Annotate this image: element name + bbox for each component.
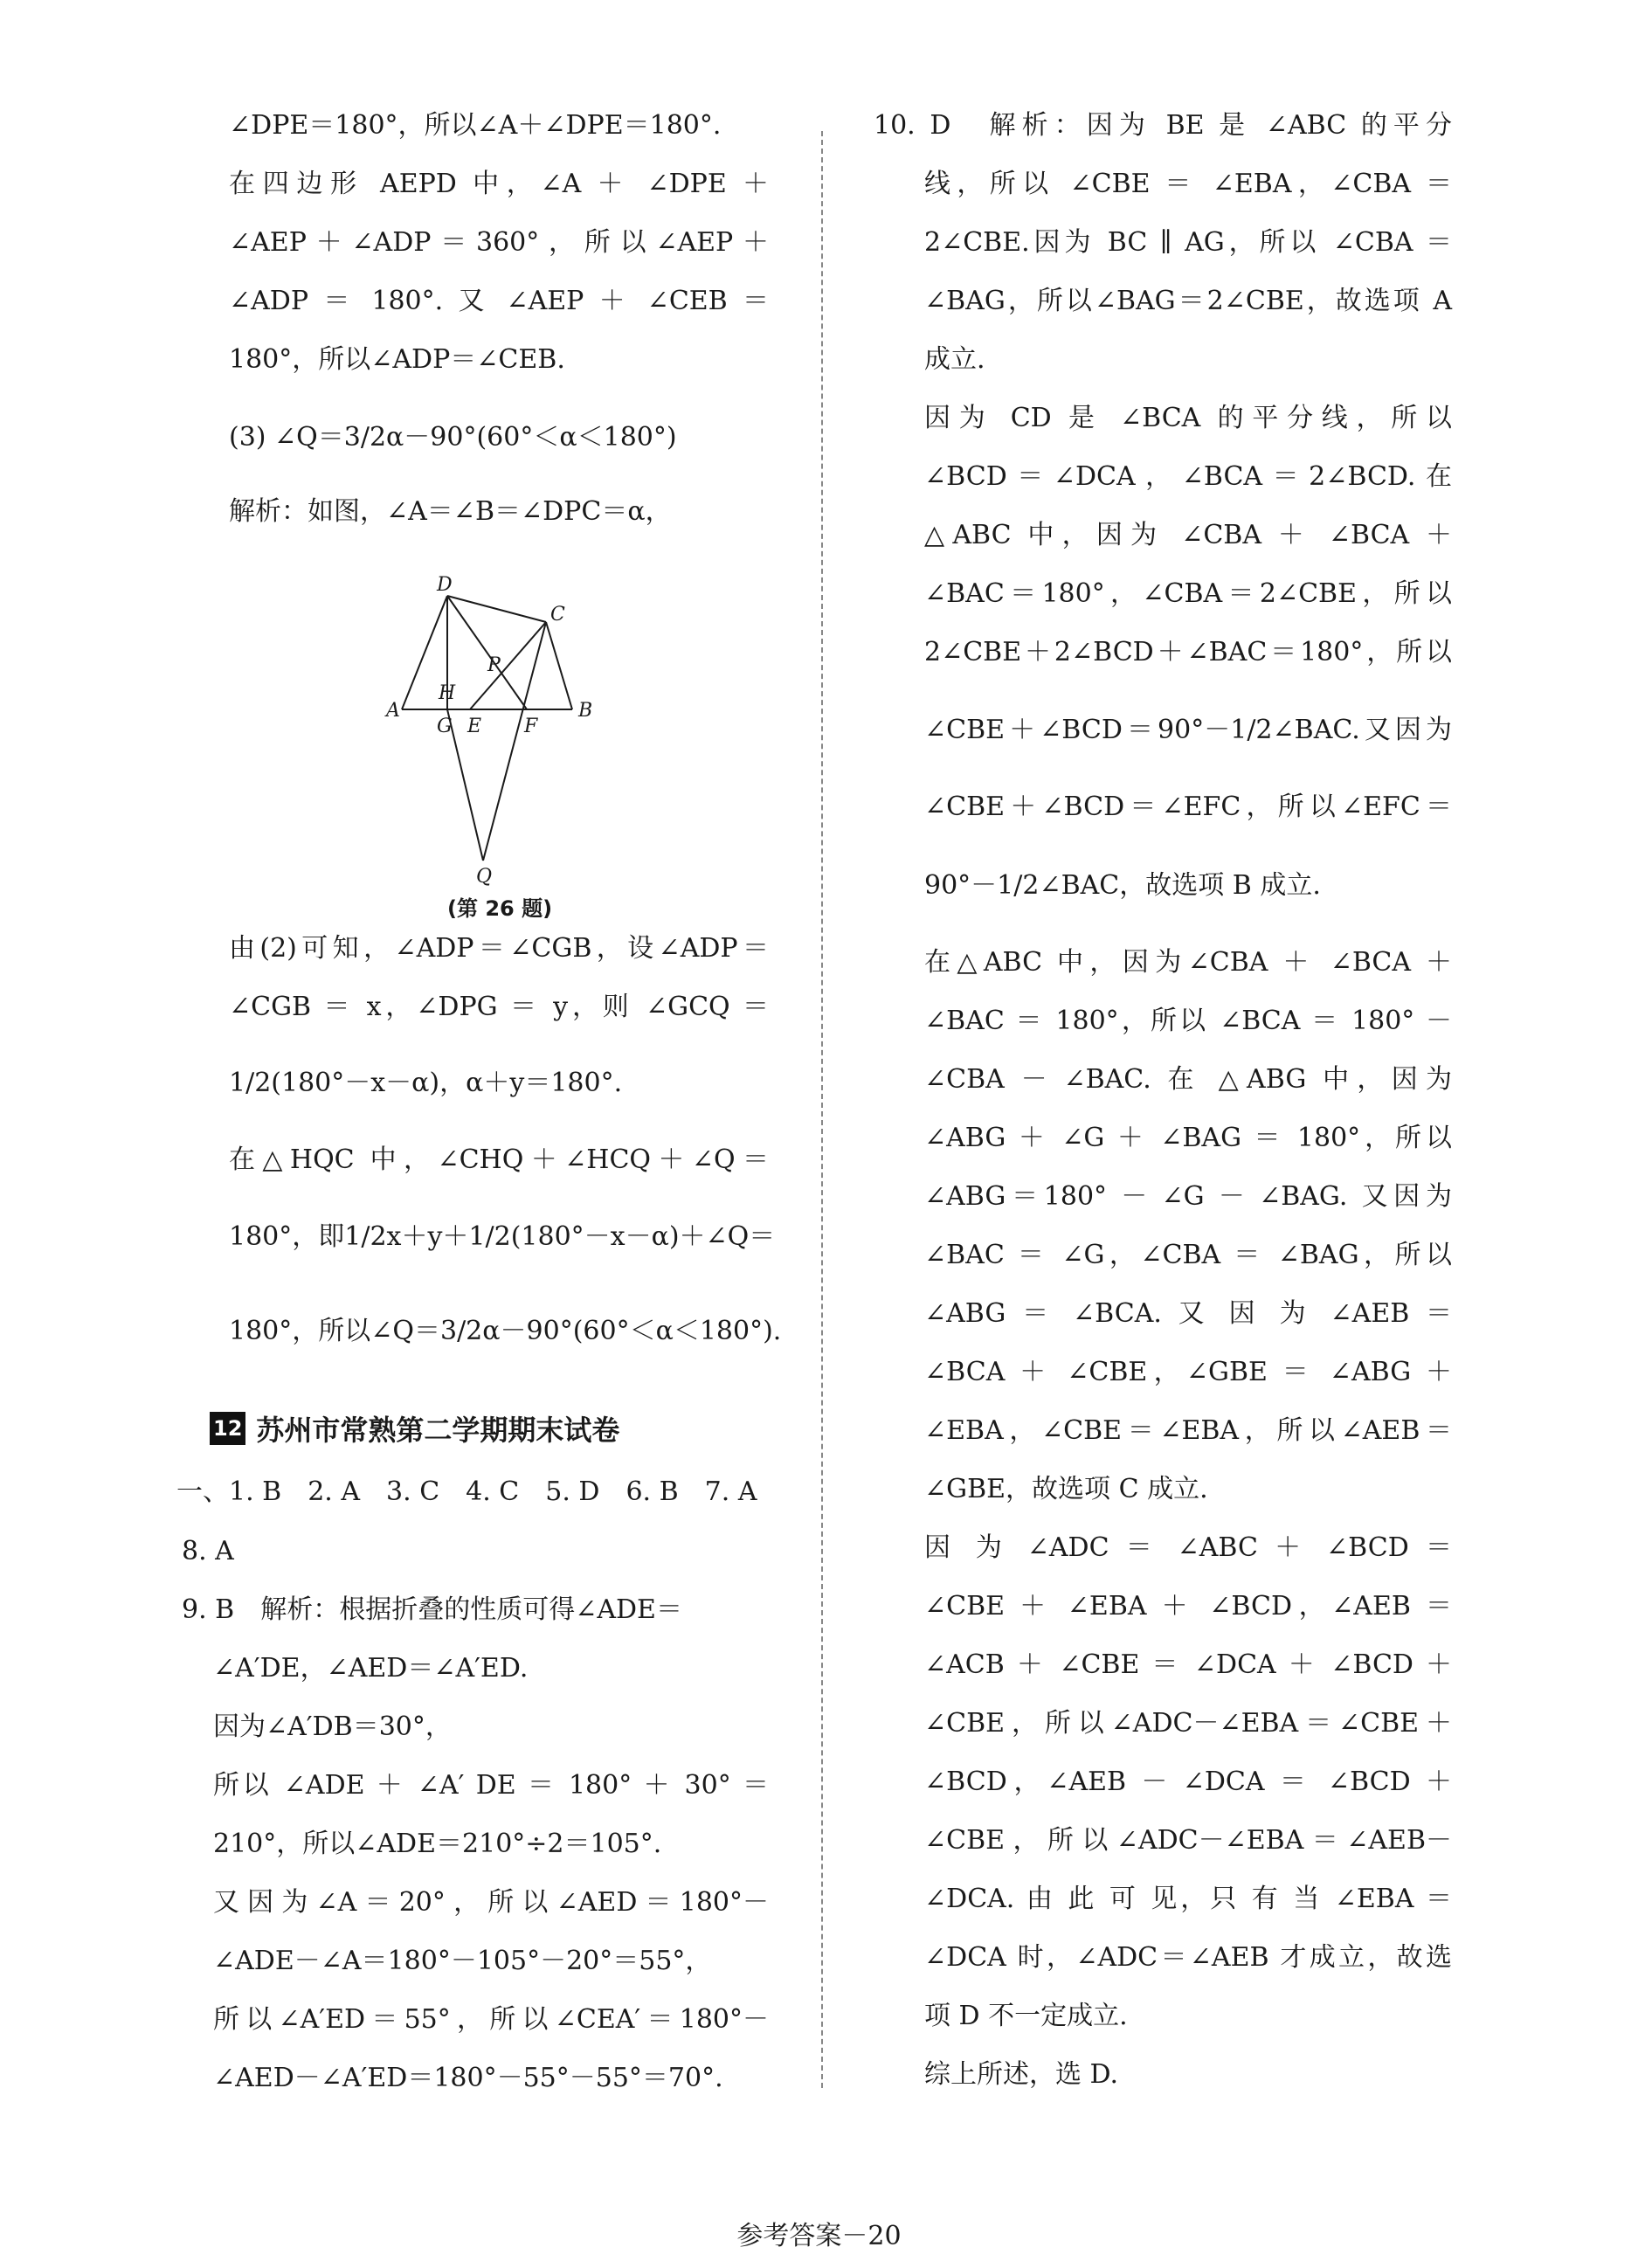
section-number-badge: 12 (210, 1412, 245, 1445)
geometry-figure-26 (384, 568, 603, 891)
text-line: 又因为∠A＝20°，所以∠AED＝180°－ (213, 1887, 769, 1918)
text-line: ∠GBE，故选项 C 成立. (924, 1474, 1208, 1504)
text-line: ∠A′DE，∠AED＝∠A′ED. (213, 1653, 529, 1684)
label-P: P (487, 654, 501, 676)
text-line: 180°，即1/2x＋y＋1/2(180°－x－α)＋∠Q＝ (229, 1221, 776, 1252)
column-divider (821, 131, 823, 2088)
label-C: C (550, 604, 565, 626)
text-line: 1/2(180°－x－α)，α＋y＝180°. (229, 1068, 623, 1098)
text-line: 8. A (182, 1536, 234, 1566)
text-line: 线，所以 ∠CBE ＝ ∠EBA，∠CBA ＝ (924, 169, 1452, 199)
text-line: ∠BAC ＝ ∠G，∠CBA ＝ ∠BAG，所以 (924, 1240, 1452, 1270)
label-H: H (439, 682, 456, 704)
text-line: ∠CBE ＋ ∠EBA ＋ ∠BCD，∠AEB ＝ (924, 1591, 1452, 1621)
text-line: ∠BCA ＋ ∠CBE，∠GBE ＝ ∠ABG ＋ (924, 1357, 1452, 1387)
label-D: D (437, 574, 453, 596)
text-line: ∠CBE＋∠BCD＝90°－1/2∠BAC.又因为 (924, 715, 1452, 745)
text-line: 在△ABC 中，因为∠CBA ＋ ∠BCA ＋ (924, 947, 1452, 978)
text-line: ∠ADE－∠A＝180°－105°－20°＝55°， (213, 1946, 712, 1976)
text-line: 由(2)可知，∠ADP＝∠CGB，设∠ADP＝ (229, 933, 769, 964)
text-line: 综上所述，选 D. (924, 2059, 1119, 2090)
text-line: 所以 ∠ADE ＋ ∠A′ DE ＝ 180° ＋ 30° ＝ (213, 1770, 769, 1801)
text-line: 在△HQC 中，∠CHQ＋∠HCQ＋∠Q＝ (229, 1144, 769, 1175)
text-line: 180°，所以∠Q＝3/2α－90°(60°＜α＜180°). (229, 1316, 782, 1346)
text-line: 2∠CBE＋2∠BCD＋∠BAC＝180°，所以 (924, 637, 1452, 667)
text-line: 因为∠A′DB＝30°， (213, 1711, 452, 1742)
text-line: 9. B 解析：根据折叠的性质可得∠ADE＝ (182, 1594, 682, 1625)
figure-caption: (第 26 题) (447, 896, 553, 921)
text-line: 因为 CD 是 ∠BCA 的平分线，所以 (924, 403, 1452, 433)
text-line: 解析：如图，∠A＝∠B＝∠DPC＝α， (229, 496, 672, 527)
text-line: ∠CBE＋∠BCD＝∠EFC，所以∠EFC＝ (924, 792, 1452, 822)
label-B: B (578, 700, 593, 722)
label-A: A (386, 700, 400, 722)
text-line: ∠BCD＝∠DCA，∠BCA＝2∠BCD.在 (924, 461, 1452, 492)
text-line: ∠AED－∠A′ED＝180°－55°－55°＝70°. (213, 2063, 723, 2093)
text-line: 2∠CBE.因为 BC ∥ AG，所以 ∠CBA ＝ (924, 227, 1452, 258)
text-line: ∠CBE，所以∠ADC－∠EBA＝∠CBE＋ (924, 1708, 1452, 1739)
text-line: 成立. (924, 344, 985, 375)
text-line: ∠ABG＝180° － ∠G － ∠BAG. 又因为 (924, 1181, 1452, 1212)
text-line: ∠BAC ＝ 180°，所以 ∠BCA ＝ 180° － (924, 1006, 1452, 1036)
text-line: △ABC 中，因为 ∠CBA ＋ ∠BCA ＋ (924, 520, 1452, 550)
text-line: ∠CGB ＝ x，∠DPG ＝ y，则 ∠GCQ ＝ (229, 992, 769, 1022)
text-line: (3) ∠Q＝3/2α－90°(60°＜α＜180°) (229, 422, 677, 453)
section-title: 苏州市常熟第二学期期末试卷 (256, 1414, 620, 1447)
label-Q: Q (476, 866, 493, 888)
text-line: 一、1. B 2. A 3. C 4. C 5. D 6. B 7. A (176, 1476, 757, 1507)
text-line: ∠AEP＋∠ADP＝360°，所以∠AEP＋ (229, 227, 769, 258)
label-G: G (437, 716, 453, 737)
label-F: F (524, 716, 538, 737)
text-line: ∠ACB ＋ ∠CBE ＝ ∠DCA ＋ ∠BCD ＋ (924, 1649, 1452, 1680)
text-line: ∠ABG ＋ ∠G ＋ ∠BAG ＝ 180°，所以 (924, 1123, 1452, 1153)
text-line: ∠CBA － ∠BAC. 在 △ABG 中，因为 (924, 1064, 1452, 1095)
text-line: ∠BAC＝180°，∠CBA＝2∠CBE，所以 (924, 578, 1452, 609)
text-line: ∠DPE＝180°，所以∠A＋∠DPE＝180°. (229, 110, 722, 141)
text-line: 因 为 ∠ADC ＝ ∠ABC ＋ ∠BCD ＝ (924, 1532, 1452, 1563)
text-line: ∠BCD，∠AEB － ∠DCA ＝ ∠BCD ＋ (924, 1767, 1452, 1797)
text-line: ∠ABG ＝ ∠BCA. 又 因 为 ∠AEB ＝ (924, 1298, 1452, 1329)
section-heading (210, 1408, 619, 1449)
text-line: 210°，所以∠ADE＝210°÷2＝105°. (213, 1829, 662, 1859)
label-E: E (467, 716, 482, 737)
text-line: ∠DCA 时，∠ADC＝∠AEB 才成立，故选 (924, 1942, 1452, 1973)
text-line: ∠EBA，∠CBE＝∠EBA，所以∠AEB＝ (924, 1415, 1452, 1446)
text-line: ∠CBE，所以∠ADC－∠EBA＝∠AEB－ (924, 1825, 1452, 1856)
text-line: 90°－1/2∠BAC，故选项 B 成立. (924, 870, 1321, 901)
text-line: ∠DCA. 由 此 可 见，只 有 当 ∠EBA ＝ (924, 1884, 1452, 1914)
text-line: 所以∠A′ED＝55°，所以∠CEA′＝180°－ (213, 2004, 769, 2035)
text-line: ∠BAG，所以∠BAG＝2∠CBE，故选项 A (924, 286, 1452, 316)
text-line: 在四边形 AEPD 中，∠A ＋ ∠DPE ＋ (229, 169, 769, 199)
text-line: 项 D 不一定成立. (924, 2001, 1128, 2031)
page-footer: 参考答案－20 (736, 2221, 902, 2251)
text-line: ∠ADP ＝ 180°. 又 ∠AEP ＋ ∠CEB ＝ (229, 286, 769, 316)
text-line: 180°，所以∠ADP＝∠CEB. (229, 344, 565, 375)
text-line: 10. D 解析：因为 BE 是 ∠ABC 的平分 (874, 110, 1452, 141)
